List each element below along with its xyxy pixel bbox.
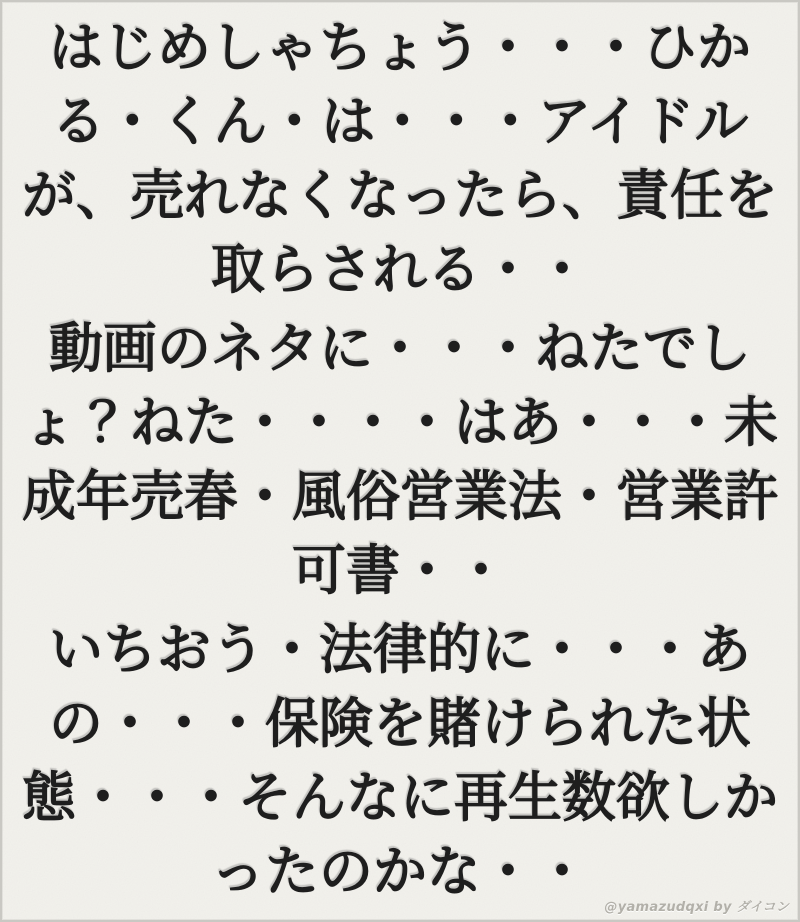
watermark (604, 896, 789, 915)
text-line: 動画のネタに・・・ねたでし (49, 317, 751, 380)
text-line: が、売れなくなったら、責任を (22, 164, 778, 227)
paragraph-2 (2, 312, 798, 608)
text-line: 態・・・そんなに再生数欲しか (22, 766, 778, 829)
watermark-text: @yamazudqxi by ダイコン (604, 900, 789, 915)
text-line: 成年売春・風俗営業法・営業許 (22, 465, 778, 528)
text-line: ったのかな・・ (211, 840, 589, 903)
text-line: ょ？ねた・・・・はあ・・・未 (22, 391, 778, 454)
text-line: 可書・・ (292, 539, 508, 602)
text-line: はじめしゃちょう・・・ひか (49, 16, 751, 79)
text-block (2, 2, 798, 909)
text-line: の・・・保険を賭けられた状 (49, 692, 751, 755)
paragraph-1 (2, 11, 798, 307)
text-line: いちおう・法律的に・・・あ (49, 618, 751, 681)
paragraph-3 (2, 613, 798, 909)
text-line: 取らされる・・ (211, 238, 589, 301)
text-line: る・くん・は・・・アイドル (51, 90, 749, 153)
